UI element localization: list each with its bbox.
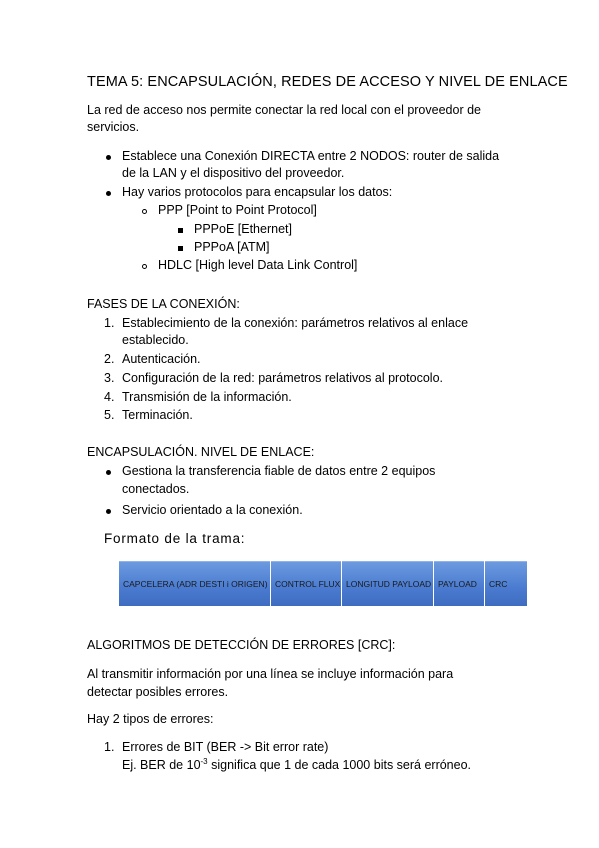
frame-field-payload: PAYLOAD bbox=[434, 561, 485, 606]
bullet-dot-icon bbox=[106, 470, 111, 475]
fase-1-line-2: establecido. bbox=[122, 333, 189, 347]
ber-example-text: Ej. BER de 10 bbox=[122, 758, 201, 772]
fases-heading: FASES DE LA CONEXIÓN: bbox=[87, 297, 240, 311]
fase-3: Configuración de la red: parámetros relativos al protocolo. bbox=[122, 371, 444, 385]
errores-heading: ALGORITMOS DE DETECCIÓN DE ERRORES [CRC]: bbox=[87, 638, 396, 652]
formato-trama-label: Formato de la trama: bbox=[104, 531, 246, 546]
bullet-ppp: PPP [Point to Point Protocol] bbox=[158, 203, 317, 217]
bullet-square-icon bbox=[178, 228, 183, 233]
list-number: 2. bbox=[104, 352, 115, 366]
bullet-dot-icon bbox=[106, 155, 111, 160]
frame-field-longitud-payload: LONGITUD PAYLOAD bbox=[342, 561, 434, 606]
bullet-square-icon bbox=[178, 246, 183, 251]
bullet-hdlc: HDLC [High level Data Link Control] bbox=[158, 258, 358, 272]
ber-exponent: -3 bbox=[200, 756, 208, 766]
bullet-conexion-line-2: de la LAN y el dispositivo del proveedor. bbox=[122, 166, 345, 180]
fase-2: Autenticación. bbox=[122, 352, 201, 366]
errores-p1-line-2: detectar posibles errores. bbox=[87, 685, 229, 699]
bullet-dot-icon bbox=[106, 191, 111, 196]
fase-5: Terminación. bbox=[122, 408, 193, 422]
bullet-gestiona-line-2: conectados. bbox=[122, 482, 190, 496]
frame-field-control-flux: CONTROL FLUX bbox=[271, 561, 342, 606]
intro-line-2: servicios. bbox=[87, 120, 140, 134]
bullet-servicio: Servicio orientado a la conexión. bbox=[122, 503, 303, 517]
bullet-dot-icon bbox=[106, 509, 111, 514]
errores-item-1-line-1: Errores de BIT (BER -> Bit error rate) bbox=[122, 740, 329, 754]
frame-field-crc: CRC bbox=[485, 561, 527, 606]
intro-line-1: La red de acceso nos permite conectar la red local con el proveedor de bbox=[87, 103, 481, 117]
page-title: TEMA 5: ENCAPSULACIÓN, REDES DE ACCESO Y NIVEL DE ENLACE bbox=[87, 74, 568, 90]
list-number: 1. bbox=[104, 740, 115, 754]
bullet-circle-icon bbox=[142, 264, 147, 269]
list-number: 3. bbox=[104, 371, 115, 385]
errores-p1-line-1: Al transmitir información por una línea se incluye información para bbox=[87, 667, 454, 681]
bullet-pppoa: PPPoA [ATM] bbox=[194, 240, 270, 254]
fase-4: Transmisión de la información. bbox=[122, 390, 292, 404]
bullet-pppoe: PPPoE [Ethernet] bbox=[194, 222, 292, 236]
fase-1-line-1: Establecimiento de la conexión: parámetros relativos al enlace bbox=[122, 316, 469, 330]
bullet-gestiona-line-1: Gestiona la transferencia fiable de datos entre 2 equipos bbox=[122, 464, 436, 478]
errores-item-1-line-2 bbox=[122, 757, 471, 774]
bullet-conexion-line-1: Establece una Conexión DIRECTA entre 2 NODOS: router de salida bbox=[122, 149, 500, 163]
errores-p2: Hay 2 tipos de errores: bbox=[87, 712, 214, 726]
list-number: 5. bbox=[104, 408, 115, 422]
enlace-heading: ENCAPSULACIÓN. NIVEL DE ENLACE: bbox=[87, 445, 315, 459]
ber-example-rest: significa que 1 de cada 1000 bits será erróneo. bbox=[207, 758, 472, 772]
list-number: 4. bbox=[104, 390, 115, 404]
bullet-protocolos: Hay varios protocolos para encapsular los datos: bbox=[122, 185, 393, 199]
bullet-circle-icon bbox=[142, 209, 147, 214]
frame-field-capcelera: CAPCELERA (ADR DESTI i ORIGEN) bbox=[119, 561, 271, 606]
frame-format-diagram bbox=[119, 561, 527, 606]
list-number: 1. bbox=[104, 316, 115, 330]
